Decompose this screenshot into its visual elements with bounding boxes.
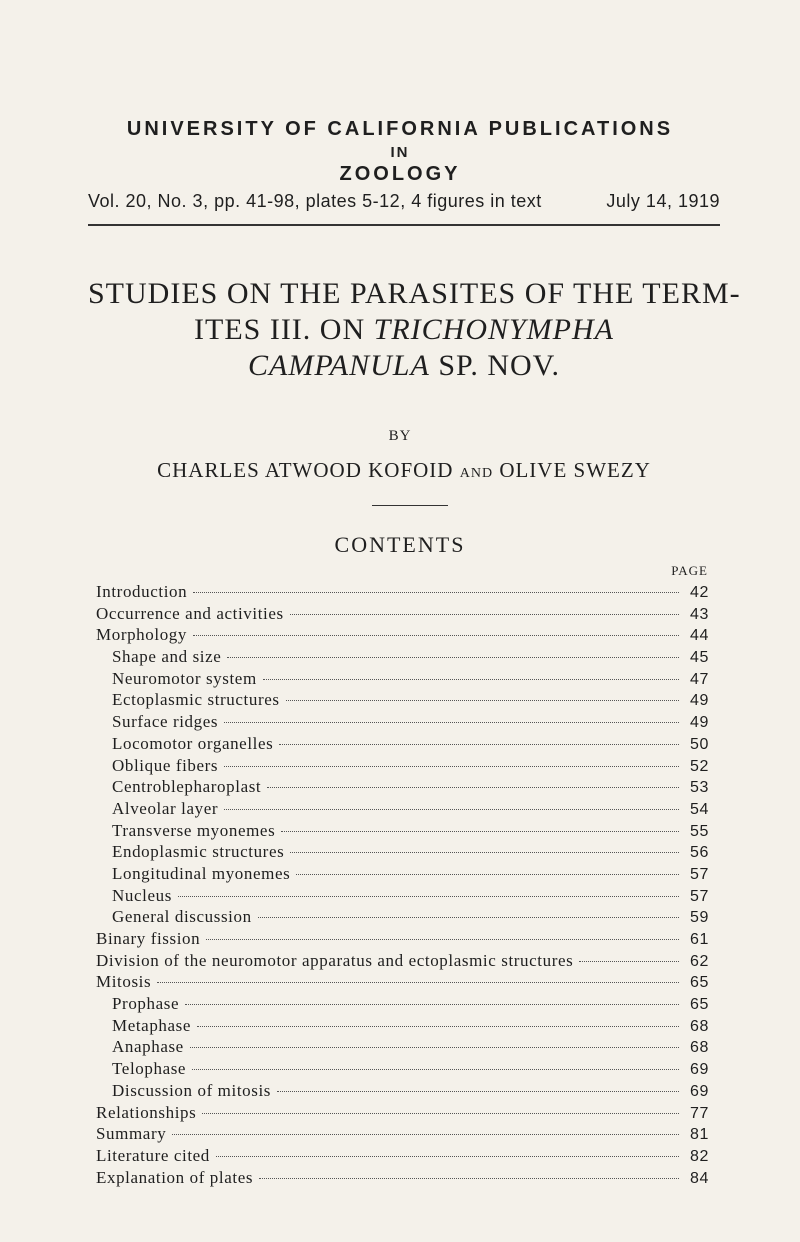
- toc-leader-dots: [197, 1026, 679, 1027]
- toc-entry-page: 68: [690, 1039, 709, 1057]
- toc-entry-label: Mitosis: [96, 972, 152, 992]
- toc-entry-label: Shape and size: [112, 647, 222, 667]
- toc-entry: [96, 1037, 709, 1059]
- toc-leader-dots: [227, 657, 679, 658]
- toc-entry-page: 61: [690, 931, 709, 948]
- toc-entry-label: Nucleus: [112, 885, 172, 905]
- toc-entry-label: Ectoplasmic structures: [112, 690, 280, 710]
- toc-leader-dots: [202, 1113, 679, 1114]
- toc-leader-dots: [286, 700, 679, 701]
- author-1: CHARLES ATWOOD KOFOID: [157, 458, 454, 482]
- toc-entry: [96, 1081, 709, 1103]
- toc-entry-label: Binary fission: [96, 929, 201, 948]
- toc-entry: [96, 972, 709, 994]
- page-column-label: PAGE: [671, 563, 708, 578]
- toc-entry-page: 55: [690, 822, 709, 840]
- toc-entry-label: Anaphase: [112, 1037, 184, 1057]
- toc-entry: [96, 777, 709, 799]
- short-rule: [372, 505, 448, 506]
- toc-entry-label: Relationships: [96, 1102, 197, 1122]
- toc-entry-page: 44: [690, 627, 709, 645]
- author-conjunction: AND: [459, 466, 494, 481]
- toc-entry-page: 57: [690, 865, 709, 883]
- toc-entry-label: Morphology: [96, 625, 187, 645]
- toc-entry-label: Explanation of plates: [96, 1167, 254, 1187]
- toc-entry-page: 47: [690, 670, 709, 688]
- toc-entry-label: Transverse myonemes: [112, 820, 276, 840]
- title-genus: TRICHONYMPHA: [373, 313, 614, 346]
- toc-entry: [96, 842, 709, 864]
- toc-entry: [96, 690, 709, 712]
- toc-entry-page: 52: [690, 757, 709, 775]
- toc-entry-label: Longitudinal myonemes: [112, 863, 291, 883]
- toc-leader-dots: [185, 1004, 679, 1005]
- toc-leader-dots: [172, 1134, 679, 1135]
- toc-leader-dots: [277, 1091, 679, 1092]
- toc-leader-dots: [216, 1156, 679, 1157]
- byline-by: BY: [388, 428, 412, 444]
- toc-entry-label: Discussion of mitosis: [112, 1080, 272, 1100]
- toc-entry-label: Endoplasmic structures: [112, 842, 285, 862]
- toc-entry: [96, 886, 709, 908]
- title-line-2: [88, 312, 720, 348]
- toc-entry-page: 81: [690, 1126, 709, 1144]
- toc-entry: [96, 712, 709, 734]
- toc-leader-dots: [224, 722, 679, 723]
- toc-entry: [96, 582, 709, 604]
- title-line-1: STUDIES ON THE PARASITES OF THE TERM-: [88, 277, 741, 310]
- toc-entry-label: Neuromotor system: [112, 668, 257, 688]
- toc-entry-page: 65: [690, 996, 709, 1014]
- toc-entry-page: 62: [690, 952, 709, 970]
- toc-entry: [96, 1059, 709, 1081]
- toc-leader-dots: [224, 809, 679, 810]
- toc-entry-label: Literature cited: [96, 1145, 210, 1165]
- toc-entry-page: 42: [690, 584, 709, 601]
- toc-entry: [96, 951, 709, 973]
- toc-entry-label: Surface ridges: [112, 712, 219, 732]
- toc-leader-dots: [290, 852, 679, 853]
- toc-leader-dots: [281, 831, 679, 832]
- toc-entry-label: Introduction: [96, 582, 188, 601]
- toc-leader-dots: [157, 982, 679, 983]
- toc-entry-page: 68: [690, 1017, 709, 1035]
- toc-leader-dots: [192, 1069, 679, 1070]
- toc-entry-label: Division of the neuromotor apparatus and ectoplasmic structures: [96, 950, 574, 970]
- toc-entry-page: 49: [690, 692, 709, 710]
- toc-leader-dots: [263, 679, 679, 680]
- volume-info: Vol. 20, No. 3, pp. 41-98, plates 5-12, 4 figures in text: [88, 191, 542, 211]
- toc-entry-label: Oblique fibers: [112, 755, 219, 775]
- toc-entry-page: 59: [690, 909, 709, 927]
- toc-entry: [96, 799, 709, 821]
- toc-entry: [96, 1124, 709, 1146]
- header-rule: [88, 224, 720, 226]
- toc-entry: [96, 907, 709, 929]
- toc-entry-label: Telophase: [112, 1059, 187, 1079]
- author-2: OLIVE SWEZY: [499, 458, 651, 482]
- toc-entry-page: 53: [690, 779, 709, 797]
- toc-entry: [96, 647, 709, 669]
- toc-entry-label: Alveolar layer: [112, 798, 219, 818]
- toc-entry-page: 69: [690, 1082, 709, 1100]
- toc-entry-page: 43: [690, 605, 709, 623]
- title-line-3: [88, 348, 720, 384]
- toc-entry-page: 50: [690, 735, 709, 753]
- toc-leader-dots: [290, 614, 679, 615]
- toc-leader-dots: [193, 635, 679, 636]
- toc-entry-label: Centroblepharoplast: [112, 777, 262, 797]
- toc-leader-dots: [190, 1047, 679, 1048]
- toc-leader-dots: [579, 961, 679, 962]
- toc-entry-page: 57: [690, 887, 709, 905]
- toc-leader-dots: [193, 592, 679, 593]
- toc-entry-label: Prophase: [112, 994, 180, 1014]
- toc-entry: [96, 1168, 709, 1190]
- toc-leader-dots: [206, 939, 679, 940]
- authors: [88, 458, 720, 483]
- toc-entry-page: 84: [690, 1169, 709, 1187]
- toc-leader-dots: [258, 917, 679, 918]
- toc-entry-label: Occurrence and activities: [96, 603, 284, 623]
- toc-entry-label: Locomotor organelles: [112, 733, 274, 753]
- toc-leader-dots: [279, 744, 679, 745]
- toc-leader-dots: [178, 896, 679, 897]
- toc-entry: [96, 669, 709, 691]
- toc-entry: [96, 734, 709, 756]
- table-of-contents: [96, 582, 709, 1189]
- toc-leader-dots: [259, 1178, 679, 1179]
- toc-entry: [96, 821, 709, 843]
- contents-title: CONTENTS: [334, 532, 466, 557]
- series-title: UNIVERSITY OF CALIFORNIA PUBLICATIONS: [126, 118, 674, 140]
- toc-entry: [96, 864, 709, 886]
- toc-entry: [96, 1016, 709, 1038]
- toc-entry-label: Metaphase: [112, 1015, 192, 1035]
- toc-entry: [96, 929, 709, 951]
- toc-leader-dots: [224, 766, 679, 767]
- toc-entry-label: Summary: [96, 1124, 167, 1144]
- toc-entry-page: 82: [690, 1147, 709, 1165]
- toc-entry: [96, 604, 709, 626]
- toc-entry-page: 69: [690, 1061, 709, 1079]
- series-in: IN: [390, 144, 410, 161]
- toc-entry: [96, 1146, 709, 1168]
- toc-entry-label: General discussion: [112, 907, 252, 927]
- toc-entry-page: 56: [690, 844, 709, 862]
- toc-entry-page: 45: [690, 649, 709, 667]
- toc-leader-dots: [296, 874, 679, 875]
- toc-entry: [96, 994, 709, 1016]
- article-title: [88, 276, 741, 384]
- toc-entry: [96, 1103, 709, 1125]
- toc-entry-page: 49: [690, 714, 709, 732]
- toc-leader-dots: [267, 787, 679, 788]
- toc-entry-page: 77: [690, 1104, 709, 1122]
- title-line-2-prefix: ITES III. ON: [194, 313, 374, 346]
- series-subject: ZOOLOGY: [339, 163, 461, 185]
- toc-entry-page: 54: [690, 800, 709, 818]
- toc-entry: [96, 625, 709, 647]
- toc-entry-page: 65: [690, 974, 709, 992]
- publication-date: July 14, 1919: [606, 191, 720, 211]
- title-species: CAMPANULA: [248, 349, 430, 382]
- volume-line: [88, 191, 720, 212]
- title-line-3-suffix: SP. NOV.: [429, 349, 560, 382]
- toc-entry: [96, 756, 709, 778]
